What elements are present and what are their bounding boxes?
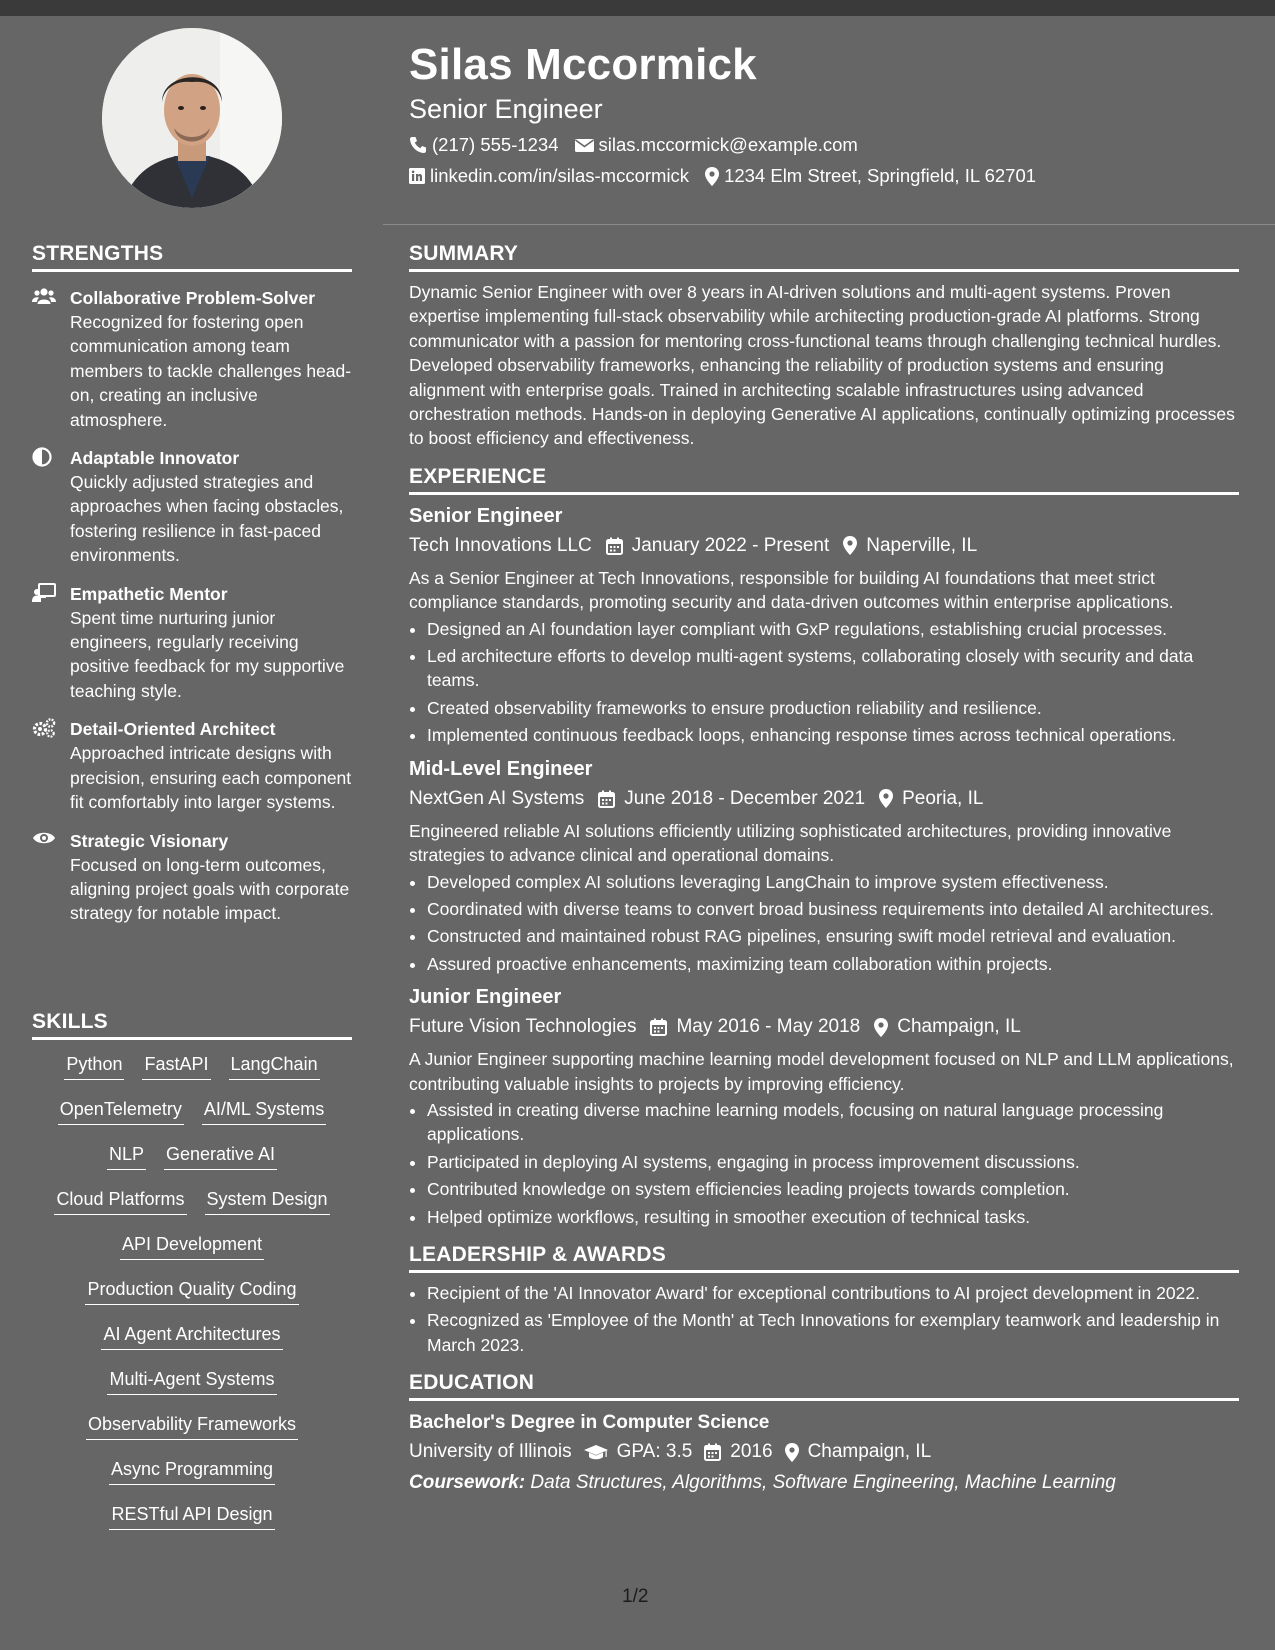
job-meta [409,785,1239,813]
page-number: 1/2 [622,1586,649,1607]
job-bullet: • Contributed knowledge on system efficiencies leading projects towards completion. [427,1177,1239,1201]
map-marker-icon [843,536,857,555]
strength-item [32,582,352,704]
skill-tag: Observability Frameworks [86,1412,298,1440]
eye-icon [32,830,56,850]
experience-section [409,465,1239,1229]
degree-name: Bachelor's Degree in Computer Science [409,1412,770,1434]
job-bullets [409,617,1239,748]
contact-email [575,133,858,157]
strengths-heading: STRENGTHS [32,242,352,272]
coursework-text: Data Structures, Algorithms, Software Engineering, Machine Learning [530,1472,1116,1494]
job-bullet: • Developed complex AI solutions leveraging LangChain to improve system effectiveness. [427,870,1239,894]
skill-tag: Async Programming [109,1457,275,1485]
job-dates: May 2016 - May 2018 [676,1016,861,1038]
skills-heading: SKILLS [32,1010,352,1040]
company-name: NextGen AI Systems [409,787,585,809]
top-bar [0,0,1275,16]
skills-section [32,1010,352,1547]
contact-phone [409,133,559,157]
coursework-line [409,1469,1239,1497]
map-marker-icon [785,1443,799,1462]
skill-tag: API Development [120,1232,264,1260]
candidate-name: Silas Mccormick [409,40,757,89]
strength-item [32,446,352,568]
job-bullet: • Assured proactive enhancements, maximizing team collaboration within projects. [427,952,1239,976]
strength-title: Detail-Oriented Architect [70,719,276,740]
resume-page [0,16,1275,1650]
half-circle-icon [32,447,56,467]
job-bullet: • Designed an AI foundation layer compliant with GxP regulations, establishing crucial processes. [427,617,1239,641]
phone-icon [409,136,427,154]
education-meta [409,1438,1239,1466]
job-description: A Junior Engineer supporting machine learning model development focused on NLP and LLM applications, contributing valuable insights to projects by improving efficiency. [409,1049,1234,1094]
strength-description: Focused on long-term outcomes, aligning project goals with corporate strategy for notable impact. [70,854,350,924]
graduation-year: 2016 [730,1441,773,1463]
company-name: Tech Innovations LLC [409,534,592,556]
strength-title: Adaptable Innovator [70,448,240,469]
job-location: Peoria, IL [902,787,984,809]
resume-header [409,40,1249,188]
job-bullets [409,870,1239,977]
skill-tag: Multi-Agent Systems [107,1367,276,1395]
job-meta [409,532,1239,560]
skill-tag: System Design [205,1187,330,1215]
school-name: University of Illinois [409,1441,572,1463]
phone-text: (217) 555-1234 [432,134,559,155]
calendar-icon [606,537,623,555]
skill-tag: LangChain [229,1052,320,1080]
calendar-icon [598,790,615,808]
job-meta [409,1013,1239,1041]
job-title: Mid-Level Engineer [409,757,593,780]
candidate-title: Senior Engineer [409,94,603,124]
chalkboard-teacher-icon [32,583,56,603]
address-text: 1234 Elm Street, Springfield, IL 62701 [724,165,1037,186]
job-bullet: • Constructed and maintained robust RAG pipelines, ensuring swift model retrieval and evaluation. [427,924,1239,948]
summary-text: Dynamic Senior Engineer with over 8 years in AI-driven solutions and multi-agent systems. Proven expertise implementing full-stack observability while architecting production-grade AI platforms. Strong communicator with a passion for mentoring cross-functional teams through challenging technical hurdles. Developed observability frameworks, enhancing the reliability of production systems and ensuring alignment with enterprise goals. Trained in architecting scalable infrastructures using advanced orchestration methods. Hands-on in deploying Generative AI applications, continually optimizing processes to boost efficiency and effectiveness. [409,282,1235,449]
leadership-item: • Recognized as 'Employee of the Month' at Tech Innovations for exemplary teamwork and leadership in March 2023. [427,1308,1239,1357]
job-dates: January 2022 - Present [631,534,830,556]
experience-heading: EXPERIENCE [409,465,1239,495]
skill-tag: Generative AI [164,1142,277,1170]
strength-item [32,829,352,926]
job-description: Engineered reliable AI solutions efficiently utilizing sophisticated architectures, providing innovative strategies to advance clinical and operational domains. [409,820,1172,866]
skill-tag: FastAPI [142,1052,210,1080]
strengths-section [32,242,352,926]
job-entry [409,501,1239,748]
cogs-icon [32,718,56,738]
skill-tag: AI Agent Architectures [101,1322,282,1350]
summary-heading: SUMMARY [409,242,1239,272]
users-icon [32,287,56,307]
job-title: Senior Engineer [409,504,563,527]
skill-tag: NLP [107,1142,146,1170]
strength-description: Recognized for fostering open communication among team members to tackle challenges head-on, creating an inclusive atmosphere. [70,312,352,430]
skill-tag: RESTful API Design [109,1502,274,1530]
company-name: Future Vision Technologies [409,1016,637,1038]
job-bullet: • Implemented continuous feedback loops, enhancing response times across technical operations. [427,723,1239,747]
right-column [409,242,1239,1497]
contact-line [409,164,1249,188]
envelope-icon [575,138,594,153]
strength-description: Quickly adjusted strategies and approaches when facing obstacles, fostering resilience in fast-paced environments. [70,472,344,566]
skill-tag: Python [64,1052,124,1080]
contact-linkedin [409,164,689,188]
skill-tag: OpenTelemetry [58,1097,184,1125]
job-bullet: • Helped optimize workflows, resulting in smoother execution of technical tasks. [427,1205,1239,1229]
job-bullet: • Created observability frameworks to ensure production reliability and resilience. [427,696,1239,720]
leadership-section [409,1243,1239,1357]
coursework-label: Coursework: [409,1472,526,1494]
leadership-item: • Recipient of the 'AI Innovator Award' for exceptional contributions to AI project development in 2022. [427,1281,1239,1305]
job-entry [409,982,1239,1229]
strength-title: Empathetic Mentor [70,583,228,604]
strength-description: Approached intricate designs with precision, ensuring each component fit comfortably into larger systems. [70,743,352,813]
map-marker-icon [705,167,719,186]
strength-item [32,717,352,814]
linkedin-icon [409,168,425,184]
job-title: Junior Engineer [409,986,562,1009]
skill-tag: AI/ML Systems [202,1097,326,1125]
job-location: Champaign, IL [897,1016,1021,1038]
strength-title: Strategic Visionary [70,830,229,851]
calendar-icon [704,1443,721,1461]
skill-tag: Production Quality Coding [85,1277,298,1305]
strength-description: Spent time nurturing junior engineers, regularly receiving positive feedback for my supportive teaching style. [70,607,345,701]
strength-item [32,286,352,432]
gpa-text: GPA: 3.5 [616,1441,693,1463]
leadership-list [409,1281,1239,1357]
job-bullet: • Assisted in creating diverse machine learning models, focusing on natural language processing applications. [427,1098,1239,1147]
job-bullet: • Coordinated with diverse teams to convert broad business requirements into detailed AI architectures. [427,897,1239,921]
school-location: Champaign, IL [807,1441,932,1463]
map-marker-icon [874,1018,888,1037]
education-heading: EDUCATION [409,1371,1239,1401]
education-section [409,1371,1239,1497]
calendar-icon [650,1018,667,1036]
graduation-cap-icon [584,1444,608,1461]
profile-photo [102,28,282,208]
map-marker-icon [879,789,893,808]
email-text: silas.mccormick@example.com [598,134,858,155]
summary-section [409,242,1239,451]
job-bullet: • Participated in deploying AI systems, engaging in process improvement discussions. [427,1150,1239,1174]
contact-address [705,164,1036,188]
contact-line [409,133,1249,157]
linkedin-text: linkedin.com/in/silas-mccormick [430,165,690,186]
header-divider [383,224,1275,225]
job-bullet: • Led architecture efforts to develop multi-agent systems, collaborating closely with security and data teams. [427,644,1239,693]
job-description: As a Senior Engineer at Tech Innovations, responsible for building AI foundations that meet strict compliance standards, promoting security and data-driven outcomes within enterprise applications. [409,567,1174,613]
job-dates: June 2018 - December 2021 [624,787,866,809]
skills-list [32,1052,352,1547]
job-location: Naperville, IL [866,534,978,556]
strength-title: Collaborative Problem-Solver [70,288,316,308]
job-bullets [409,1098,1239,1229]
skill-tag: Cloud Platforms [54,1187,186,1215]
leadership-heading: LEADERSHIP & AWARDS [409,1243,1239,1273]
job-entry [409,754,1239,976]
